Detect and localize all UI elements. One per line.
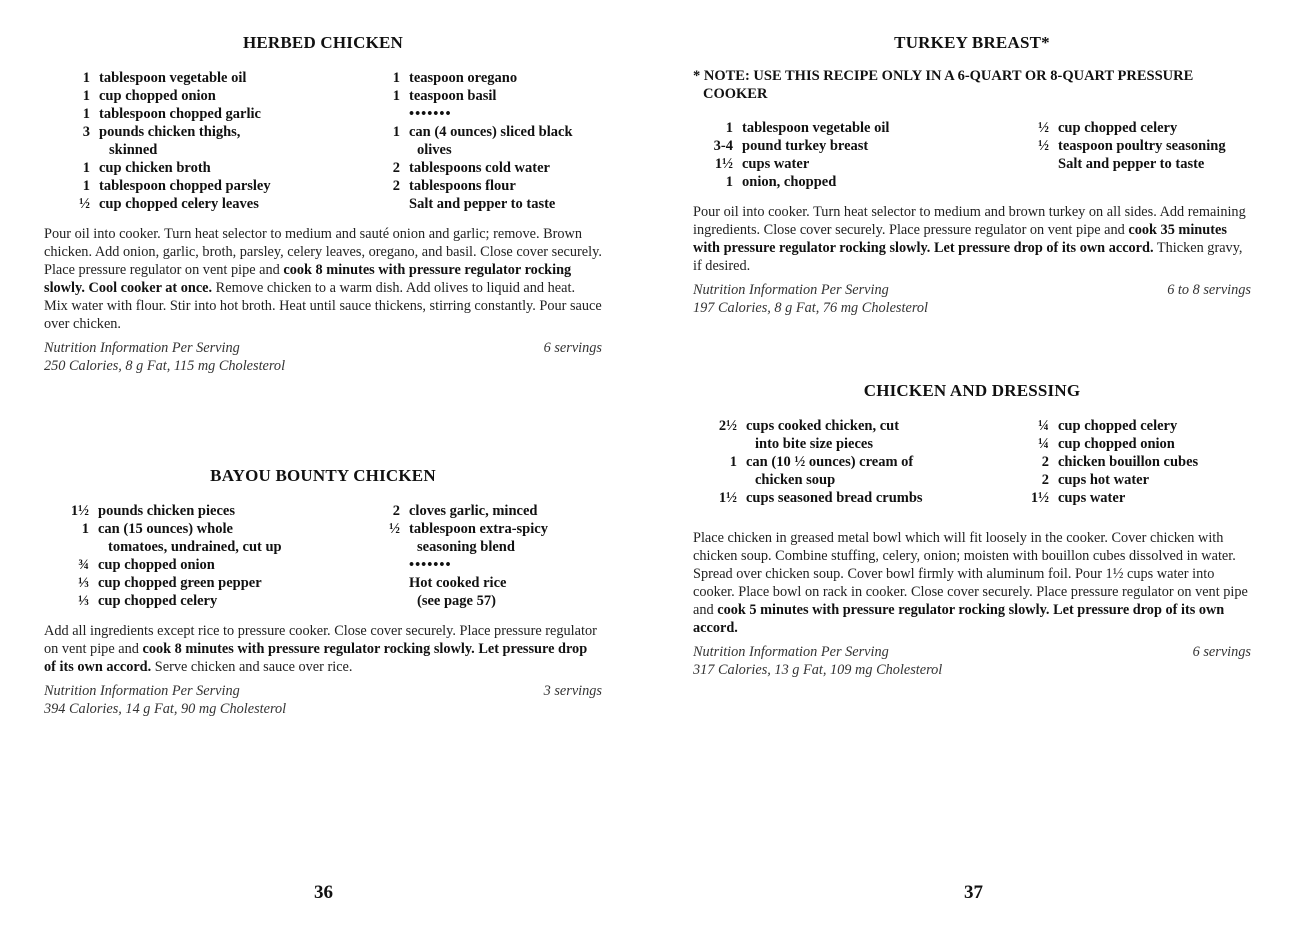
- ingredient: 1 tablespoon chopped garlic: [82, 106, 261, 122]
- nutrition-values: 197 Calories, 8 g Fat, 76 mg Cholesterol: [693, 300, 928, 316]
- ingredient: ½ cup chopped celery: [1038, 120, 1178, 136]
- recipe-turkey-breast: [693, 33, 1251, 317]
- ingredient-continued: seasoning blend: [417, 539, 515, 555]
- ingredient: 1 tablespoon chopped parsley: [82, 178, 271, 194]
- ingredient: 2 tablespoons flour: [392, 178, 516, 194]
- page-number: 36: [314, 882, 333, 903]
- ingredient: Salt and pepper to taste: [1058, 156, 1205, 172]
- ingredient: 2 tablespoons cold water: [392, 160, 550, 176]
- ingredient-continued: (see page 57): [417, 593, 496, 609]
- recipe-herbed-chicken: [44, 33, 602, 375]
- ingredient: 2½ cups cooked chicken, cut: [718, 418, 900, 434]
- ingredient-column-left: [44, 502, 384, 610]
- ingredient: 1 can (4 ounces) sliced black: [392, 124, 573, 140]
- servings: 6 servings: [1192, 644, 1251, 660]
- nutrition-info: [693, 643, 1251, 679]
- nutrition-info: [44, 682, 602, 718]
- ingredient: 3-4 pound turkey breast: [713, 138, 869, 154]
- ingredient: Hot cooked rice: [409, 575, 507, 591]
- ingredient: Salt and pepper to taste: [409, 196, 556, 212]
- ingredient-continued: into bite size pieces: [755, 436, 873, 452]
- servings: 6 servings: [543, 340, 602, 356]
- recipe-method: Pour oil into cooker. Turn heat selector to medium and sauté onion and garlic; remove. Brown chicken. Add onion, garlic, broth, parsley, celery leaves, oregano, and basil. Close cover securely. Place pressure regulator on vent pipe and cook 8 minutes with pressure regulator rocking slowly. Cool cooker at once. Remove chicken to a warm dish. Add olives to liquid and heat. Mix water with flour. Stir into hot broth. Heat until sauce thickens, stirring constantly. Pour sauce over chicken.: [44, 226, 602, 332]
- recipe-title: TURKEY BREAST*: [894, 33, 1050, 52]
- ingredient: 1½ cups seasoned bread crumbs: [718, 490, 923, 506]
- nutrition-values: 317 Calories, 13 g Fat, 109 mg Cholesterol: [693, 662, 943, 678]
- ingredient: 1 tablespoon vegetable oil: [725, 120, 890, 136]
- ingredient: ¼ cup chopped onion: [1038, 436, 1175, 452]
- nutrition-label: Nutrition Information Per Serving: [44, 683, 240, 699]
- recipe-chicken-and-dressing: [693, 381, 1251, 679]
- ingredient: 3 pounds chicken thighs,: [82, 124, 241, 140]
- nutrition-values: 250 Calories, 8 g Fat, 115 mg Cholesterol: [44, 358, 286, 374]
- ingredient: 1 cup chicken broth: [82, 160, 211, 176]
- recipe-note: * NOTE: USE THIS RECIPE ONLY IN A 6-QUART OR 8-QUART PRESSURE COOKER: [693, 68, 1194, 102]
- nutrition-label: Nutrition Information Per Serving: [693, 644, 889, 660]
- ingredient-list: [693, 119, 1251, 191]
- nutrition-info: [693, 281, 1251, 317]
- page-number: 37: [964, 882, 983, 903]
- ingredient-continued: chicken soup: [755, 472, 836, 488]
- recipe-method: Add all ingredients except rice to pressure cooker. Close cover securely. Place pressure regulator on vent pipe and cook 8 minutes with pressure regulator rocking slowly. Let pressure drop of its own accord. Serve chicken and sauce over rice.: [44, 623, 597, 675]
- ingredient-list: [693, 417, 1251, 507]
- ingredient: 1 can (15 ounces) whole: [81, 521, 233, 537]
- ingredient: 1 can (10 ½ ounces) cream of: [729, 454, 914, 470]
- right-page: [648, 0, 1296, 936]
- ingredient: ½ cup chopped celery leaves: [79, 196, 259, 212]
- ingredient-column-right: [378, 502, 608, 610]
- ingredient: 2 chicken bouillon cubes: [1041, 454, 1199, 470]
- nutrition-label: Nutrition Information Per Serving: [693, 282, 889, 298]
- ingredient: ½ tablespoon extra-spicy: [389, 521, 548, 537]
- ingredient: ⅓ cup chopped green pepper: [78, 575, 262, 591]
- ingredient-list: [44, 502, 602, 610]
- nutrition-info: [44, 339, 602, 375]
- ingredient: 1 teaspoon basil: [392, 88, 497, 104]
- ingredient: ¼ cup chopped celery: [1038, 418, 1178, 434]
- ingredient-column-right: [1017, 417, 1257, 507]
- ingredient-column-right: [1027, 119, 1257, 173]
- nutrition-label: Nutrition Information Per Serving: [44, 340, 240, 356]
- ingredient: 1½ cups water: [714, 156, 810, 172]
- ingredient: ¾ cup chopped onion: [78, 557, 215, 573]
- ingredient-continued: tomatoes, undrained, cut up: [108, 539, 282, 555]
- recipe-title: HERBED CHICKEN: [242, 33, 404, 52]
- ingredient: 1 tablespoon vegetable oil: [82, 70, 247, 86]
- ingredient: 1 cup chopped onion: [82, 88, 216, 104]
- ingredient-column-left: [693, 119, 1023, 191]
- ingredient-continued: skinned: [109, 142, 158, 158]
- ingredient: 1½ pounds chicken pieces: [70, 503, 235, 519]
- recipe-method: Pour oil into cooker. Turn heat selector to medium and brown turkey on all sides. Add remaining ingredients. Close cover securely. Place pressure regulator on vent pipe and cook 35 minutes with pressure regulator rocking slowly. Let pressure drop of its own accord. Thicken gravy, if desired.: [693, 204, 1246, 274]
- ingredient-column-left: [44, 69, 384, 213]
- ingredient: 2 cups hot water: [1041, 472, 1150, 488]
- separator-dots: •••••••: [409, 557, 452, 573]
- ingredient-continued: olives: [417, 142, 452, 158]
- ingredient: 1½ cups water: [1030, 490, 1126, 506]
- recipe-title: BAYOU BOUNTY CHICKEN: [210, 466, 436, 485]
- servings: 6 to 8 servings: [1167, 282, 1251, 298]
- servings: 3 servings: [543, 683, 602, 699]
- nutrition-values: 394 Calories, 14 g Fat, 90 mg Cholesterol: [44, 701, 287, 717]
- ingredient-column-left: [693, 417, 1023, 507]
- ingredient: ½ teaspoon poultry seasoning: [1038, 138, 1226, 154]
- recipe-bayou-bounty-chicken: [44, 466, 602, 718]
- ingredient: ⅓ cup chopped celery: [78, 593, 218, 609]
- ingredient: 2 cloves garlic, minced: [392, 503, 538, 519]
- ingredient: 1 onion, chopped: [725, 174, 837, 190]
- recipe-method: Place chicken in greased metal bowl which will fit loosely in the cooker. Cover chicken with chicken soup. Combine stuffing, celery, onion; moisten with bouillon cubes dissolved in water. Spread over chicken soup. Cover bowl firmly with aluminum foil. Pour 1½ cups water into cooker. Place bowl on rack in cooker. Close cover securely. Place pressure regulator on vent pipe and cook 5 minutes with pressure regulator rocking slowly. Let pressure drop of its own accord.: [693, 530, 1248, 636]
- ingredient-list: [44, 69, 602, 213]
- recipe-title: CHICKEN AND DRESSING: [863, 381, 1081, 400]
- ingredient-column-right: [378, 69, 608, 213]
- separator-dots: •••••••: [409, 106, 452, 122]
- ingredient: 1 teaspoon oregano: [392, 70, 518, 86]
